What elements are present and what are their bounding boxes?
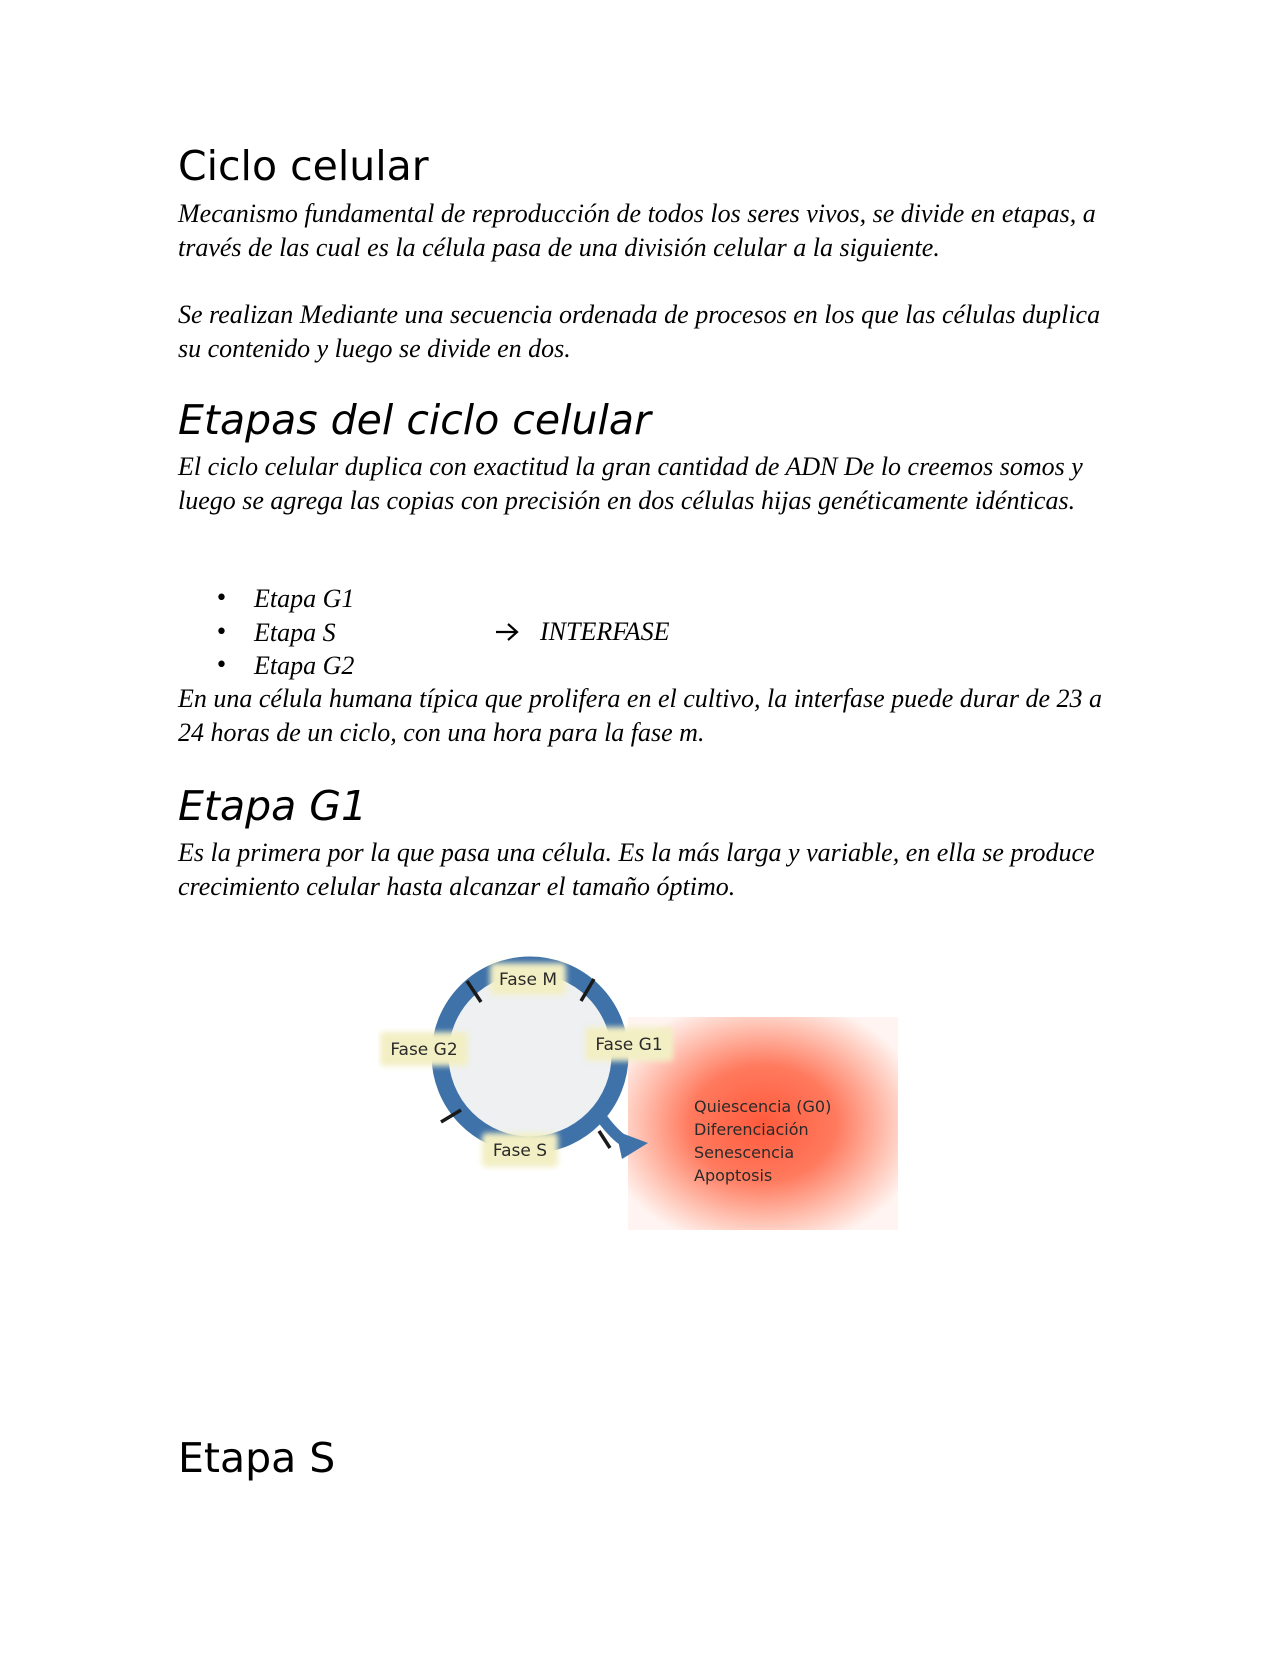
bullet-icon: •	[215, 619, 228, 645]
outcome-item: Quiescencia (G0)	[694, 1097, 832, 1116]
outcome-item: Apoptosis	[694, 1166, 773, 1185]
phase-label-g1: Fase G1	[595, 1035, 663, 1055]
paragraph-adn: El ciclo celular duplica con exactitud la gran cantidad de ADN De lo creemos somos y luego se agrega las copias con precisión en dos células hijas genéticamente idénticas.	[178, 452, 1083, 515]
phase-label-g2: Fase G2	[390, 1040, 458, 1060]
list-item	[178, 582, 878, 616]
list-item-label: Etapa G1	[254, 584, 355, 613]
outcome-item: Senescencia	[694, 1143, 795, 1162]
paragraph-duracion: En una célula humana típica que prolifera en el cultivo, la interfase puede durar de 23 a 24 horas de un ciclo, con una hora para la fase m.	[178, 684, 1103, 747]
list-item-label: Etapa S	[254, 617, 336, 647]
cell-cycle-figure	[378, 955, 898, 1230]
heading-etapa-s: Etapa S	[178, 1434, 336, 1482]
bullet-icon: •	[215, 586, 228, 611]
phase-label-s: Fase S	[492, 1141, 548, 1161]
outcome-item: Diferenciación	[694, 1120, 809, 1139]
paragraph-definition: Mecanismo fundamental de reproducción de todos los seres vivos, se divide en etapas, a través de las cual es la célula pasa de una división celular a la siguiente.	[178, 199, 1096, 262]
paragraph-g1: Es la primera por la que pasa una célula. Es la más larga y variable, en ella se produce crecimiento celular hasta alcanzar el tamaño óptimo.	[178, 838, 1095, 901]
bullet-icon: •	[215, 653, 228, 678]
phase-label-m: Fase M	[498, 970, 558, 990]
arrow-right-icon	[494, 622, 520, 642]
list-item	[178, 649, 878, 683]
interfase-label: INTERFASE	[540, 617, 670, 646]
heading-etapas: Etapas del ciclo celular	[178, 396, 651, 444]
paragraph-process: Se realizan Mediante una secuencia ordenada de procesos en los que las células duplica su contenido y luego se divide en dos.	[178, 300, 1101, 363]
heading-etapa-g1: Etapa G1	[178, 782, 368, 830]
interfase-annotation	[494, 615, 670, 649]
cell-cycle-diagram	[378, 955, 898, 1230]
heading-ciclo-celular: Ciclo celular	[178, 142, 429, 190]
list-item-label: Etapa G2	[254, 651, 355, 680]
